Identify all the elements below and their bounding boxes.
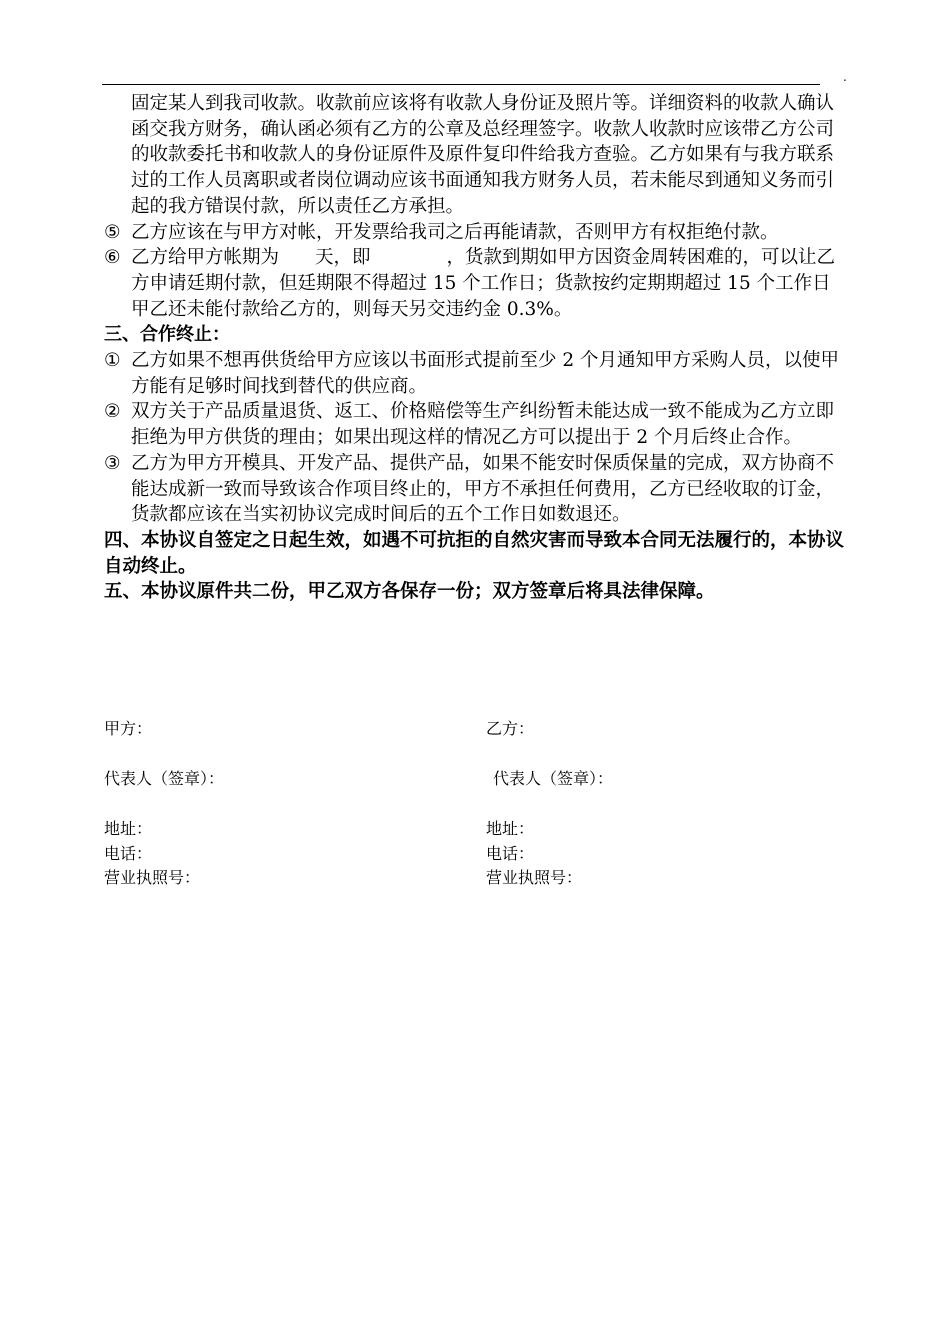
section-3-item-3-mark: ③ <box>104 452 121 474</box>
continuation-paragraph: 固定某人到我司收款。收款前应该将有收款人身份证及照片等。详细资料的收款人确认函交我方财务，确认函必须有乙方的公章及总经理签字。收款人收款时应该带乙方公司的收款委托书和收款人的身份证原件及原件复印件给我方查验。乙方如果有与我方联系过的工作人员离职或者岗位调动应该书面通知我方财务人员，若未能尽到通知义务而引起的我方错误付款，所以责任乙方承担。 <box>131 93 835 217</box>
party-b-label: 乙方： <box>486 719 535 738</box>
header-rule <box>102 84 820 85</box>
section-5: 五、本协议原件共二份，甲乙双方各保存一份；双方签章后将具法律保障。 <box>104 581 715 603</box>
party-a-license: 营业执照号： <box>104 868 201 887</box>
clause-5-text: 乙方应该在与甲方对帐，开发票给我司之后再能请款，否则甲方有权拒绝付款。 <box>131 221 779 243</box>
party-b-license: 营业执照号： <box>486 868 583 887</box>
party-b-phone: 电话： <box>486 844 535 863</box>
section-3-item <box>104 348 849 399</box>
section-3-item-2-mark: ② <box>104 401 121 423</box>
clause-6-mark: ⑥ <box>104 247 121 269</box>
section-3-heading: 三、合作终止： <box>104 324 230 346</box>
section-3-item-1-mark: ① <box>104 350 121 372</box>
clause-5-mark: ⑤ <box>104 221 121 243</box>
section-4: 四、本协议自签定之日起生效，如遇不可抗拒的自然灾害而导致本合同无法履行的，本协议自动终止。 <box>104 529 845 577</box>
clause-5 <box>104 220 849 246</box>
clause-6-part1: 乙方给甲方帐期为 <box>131 247 280 269</box>
contract-body <box>104 91 849 605</box>
section-3-item-2-text: 双方关于产品质量退货、返工、价格赔偿等生产纠纷暂未能达成一致不能成为乙方立即拒绝为甲方供货的理由；如果出现这样的情况乙方可以提出于 2 个月后终止合作。 <box>131 401 835 449</box>
clause-6-text <box>131 245 849 322</box>
section-3-item-1-text: 乙方如果不想再供货给甲方应该以书面形式提前至少 2 个月通知甲方采购人员，以使甲方能有足够时间找到替代的供应商。 <box>131 350 840 397</box>
section-3-item <box>104 451 849 528</box>
clause-6-part3: ，货款到期如甲方因资金周转困难的，可以让乙方申请廷期付款，但廷期限不得超过 15 个工作日；货款按约定期期超过 15 个工作日甲乙还未能付款给乙方的，则每天另交违约金 0.3%。 <box>131 247 836 320</box>
section-3-item-3-text: 乙方为甲方开模具、开发产品、提供产品，如果不能安时保质保量的完成，双方协商不能达成新一致而导致该合作项目终止的，甲方不承担任何费用，乙方已经收取的订金，货款都应该在当实初协议完成时间后的五个工作日如数退还。 <box>131 452 835 526</box>
section-3-item <box>104 399 849 450</box>
party-a-label: 甲方： <box>104 719 153 738</box>
clause-6-part2: 天，即 <box>315 247 371 269</box>
party-a-representative: 代表人（签章）： <box>104 769 225 788</box>
header-mark: . <box>843 70 847 84</box>
party-a-address: 地址： <box>104 819 153 838</box>
party-b-representative: 代表人（签章）： <box>493 769 614 788</box>
party-a-phone: 电话： <box>104 844 153 863</box>
clause-6 <box>104 245 849 322</box>
party-b-address: 地址： <box>486 819 535 838</box>
